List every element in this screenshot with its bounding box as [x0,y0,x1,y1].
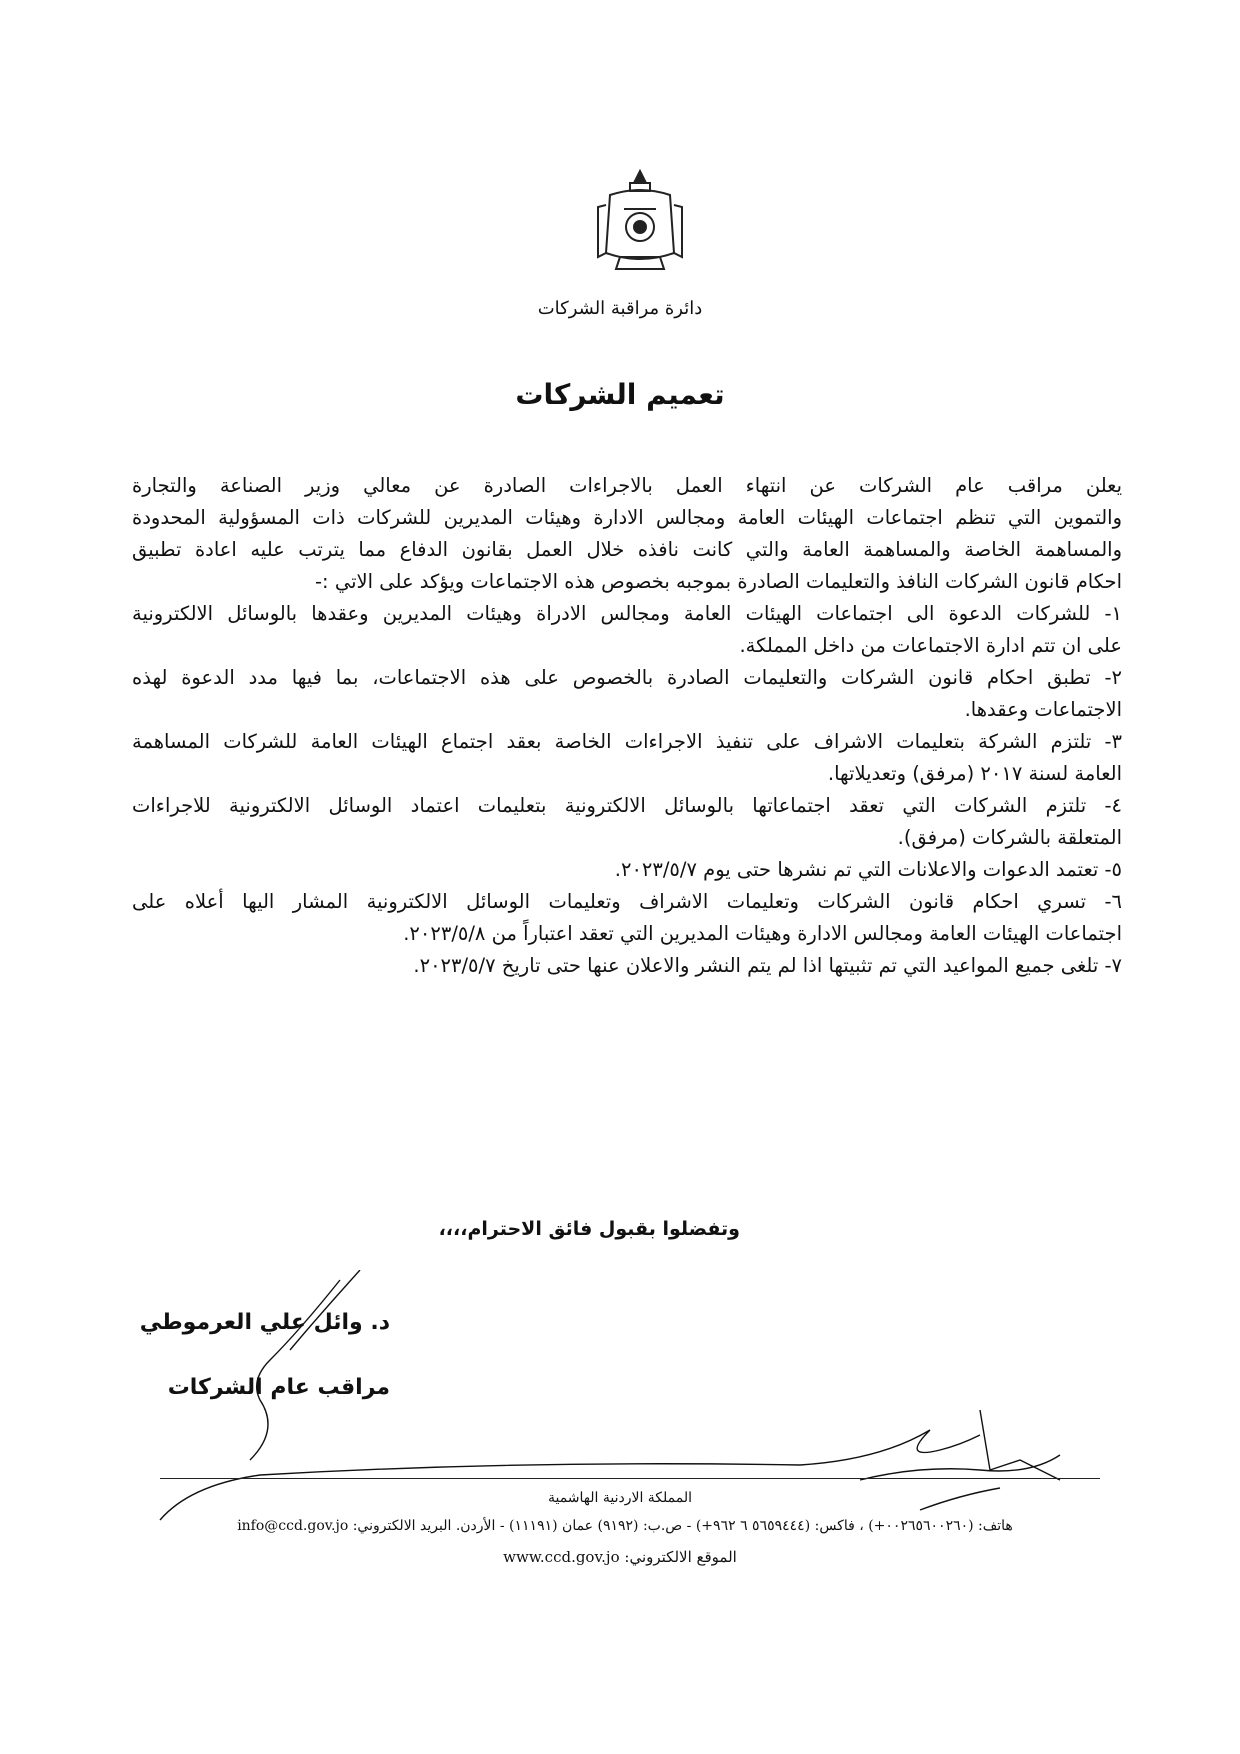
body-line: على ان تتم ادارة الاجتماعات من داخل المملكة. [739,634,1122,657]
footer-kingdom: المملكة الاردنية الهاشمية [547,1490,693,1506]
body-line: ٧- تلغى جميع المواعيد التي تم تثبيتها اذا لم يتم النشر والاعلان عنها حتى تاريخ ٢٠٢٣/٥/٧. [413,954,1122,977]
body-line: اجتماعات الهيئات العامة ومجالس الادارة وهيئات المديرين التي تعقد اعتباراً من ٢٠٢٣/٥/٨. [403,922,1122,945]
circular-body [132,470,1122,982]
body-line: العامة لسنة ٢٠١٧ (مرفق) وتعديلاتها. [827,762,1122,785]
body-line: والتموين التي تنظم اجتماعات الهيئات العامة ومجالس الادارة وهيئات المديرين للشركات ذات المسؤولية المحدودة [132,506,1122,529]
footer-website: الموقع الالكتروني: www.ccd.gov.jo [503,1548,737,1566]
body-line: والمساهمة الخاصة والمساهمة العامة والتي كانت نافذه خلال العمل بقانون الدفاع مما يترتب عليه اعادة تطبيق [132,538,1122,561]
document-title: تعميم الشركات [515,378,725,411]
body-line: احكام قانون الشركات النافذ والتعليمات الصادرة بموجبه بخصوص هذه الاجتماعات ويؤكد على الاتي :- [315,570,1122,593]
signatory-title: مراقب عام الشركات [167,1375,390,1400]
body-line: ٥- تعتمد الدعوات والاعلانات التي تم نشرها حتى يوم ٢٠٢٣/٥/٧. [614,858,1122,881]
body-line: الاجتماعات وعقدها. [964,698,1122,721]
body-line: يعلن مراقب عام الشركات عن انتهاء العمل بالاجراءات الصادرة عن معالي وزير الصناعة والتجارة [132,474,1122,497]
coat-of-arms-emblem [590,165,690,280]
body-line: ١- للشركات الدعوة الى اجتماعات الهيئات العامة ومجالس الادراة وهيئات المديرين وعقدها بالوسائل الالكترونية [132,602,1122,625]
body-line: ٤- تلتزم الشركات التي تعقد اجتماعاتها بالوسائل الالكترونية بتعليمات اعتماد الوسائل الالكترونية للاجراءات [132,794,1122,817]
body-line: ٣- تلتزم الشركة بتعليمات الاشراف على تنفيذ الاجراءات الخاصة بعقد اجتماع الهيئات العامة للشركات المساهمة [132,730,1122,753]
body-line: المتعلقة بالشركات (مرفق). [897,826,1122,849]
footer-contact: هاتف: (٠٠٢٦٥٦٠٠٢٦٠+) ، فاكس: (٥٦٥٩٤٤٤ ٦ ٩٦٢+) - ص.ب: (٩١٩٢) عمان (١١١٩١) - الأردن. البريد الالكتروني: info@ccd.gov.jo [237,1518,1013,1534]
body-line: ٦- تسري احكام قانون الشركات وتعليمات الاشراف وتعليمات الوسائل الالكترونية المشار اليها أعلاه على [132,890,1122,913]
closing-salutation: وتفضلوا بقبول فائق الاحترام،،،، [438,1218,740,1240]
department-name: دائرة مراقبة الشركات [537,298,703,319]
body-line: ٢- تطبق احكام قانون الشركات والتعليمات الصادرة بالخصوص على هذه الاجتماعات، بما فيها مدد الدعوة لهذه [132,666,1122,689]
signatory-name: د. وائل علي العرموطي [139,1310,390,1335]
footer-divider [160,1478,1100,1479]
